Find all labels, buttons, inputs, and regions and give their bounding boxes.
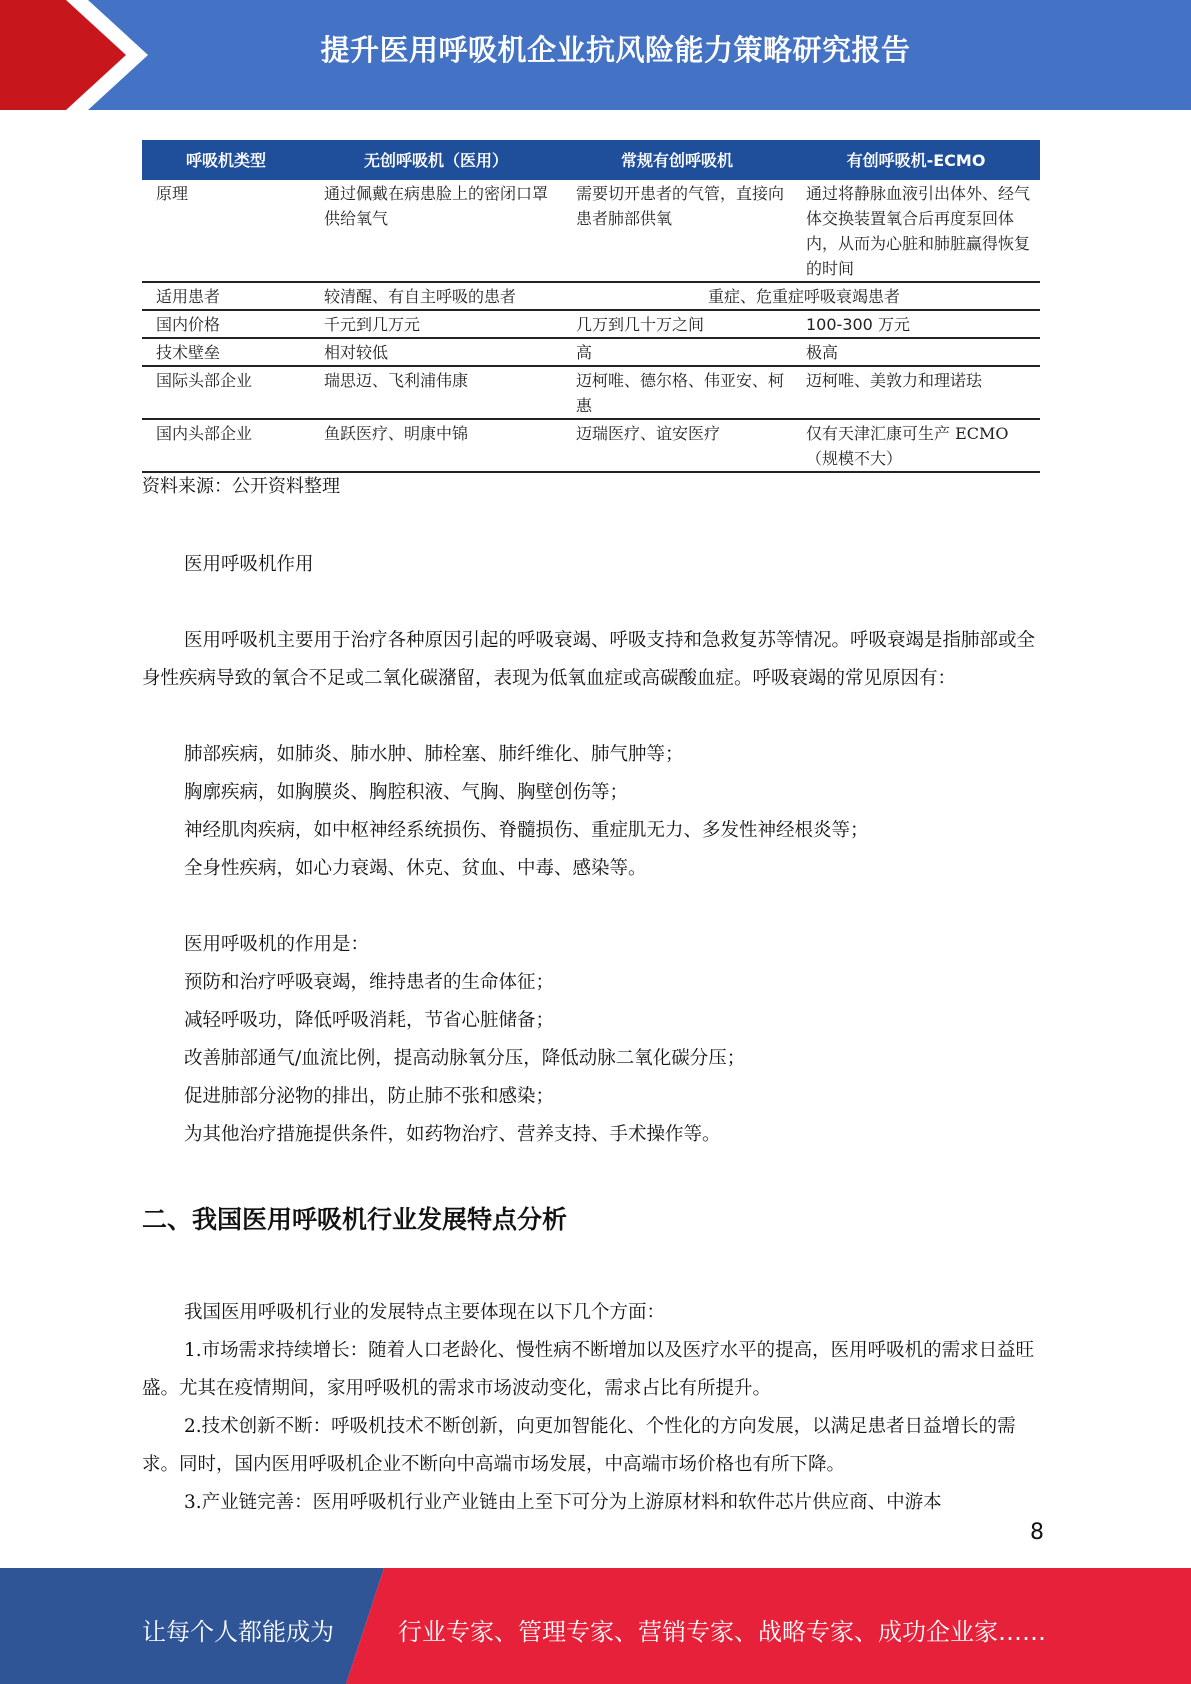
- table-cell: 100-300 万元: [792, 310, 1040, 338]
- list-item: 神经肌肉疾病，如中枢神经系统损伤、脊髓损伤、重症肌无力、多发性神经根炎等；: [184, 820, 869, 841]
- table-cell: 适用患者: [142, 282, 310, 310]
- point-paragraph: 1.市场需求持续增长：随着人口老龄化、慢性病不断增加以及医疗水平的提高，医用呼吸机的需求日益旺盛。尤其在疫情期间，家用呼吸机的需求市场波动变化，需求占比有所提升。: [142, 1340, 1035, 1399]
- list-item: 预防和治疗呼吸衰竭，维持患者的生命体征；: [184, 972, 555, 993]
- list-item: 胸廓疾病，如胸膜炎、胸腔积液、气胸、胸壁创伤等；: [184, 782, 629, 803]
- list-item: 肺部疾病，如肺炎、肺水肿、肺栓塞、肺纤维化、肺气肿等；: [184, 744, 684, 765]
- table-cell: 迈柯唯、美敦力和理诺珐: [792, 366, 1040, 419]
- table-cell: 千元到几万元: [310, 310, 562, 338]
- list-item: 为其他治疗措施提供条件，如药物治疗、营养支持、手术操作等。: [184, 1124, 721, 1145]
- page-number: 8: [1030, 1520, 1044, 1545]
- point-paragraph: 2.技术创新不断：呼吸机技术不断创新，向更加智能化、个性化的方向发展，以满足患者日益增长的需求。同时，国内医用呼吸机企业不断向中高端市场发展，中高端市场价格也有所下降。: [142, 1416, 1016, 1475]
- table-cell: 通过佩戴在病患脸上的密闭口罩供给氧气: [310, 180, 562, 282]
- intro-paragraph: 医用呼吸机主要用于治疗各种原因引起的呼吸衰竭、呼吸支持和急救复苏等情况。呼吸衰竭是指肺部或全身性疾病导致的氧合不足或二氧化碳潴留，表现为低氧血症或高碳酸血症。呼吸衰竭的常见原因有：: [142, 630, 1036, 689]
- table-cell: 技术壁垒: [142, 338, 310, 366]
- table-header-cell: 呼吸机类型: [142, 140, 310, 180]
- subheading: 医用呼吸机作用: [184, 554, 314, 575]
- footer-slogan-left: 让每个人都能成为: [142, 1618, 334, 1646]
- table-cell: 仅有天津汇康可生产 ECMO（规模不大）: [792, 419, 1040, 472]
- table-cell: 国内价格: [142, 310, 310, 338]
- table-source-note: 资料来源：公开资料整理: [142, 476, 340, 497]
- table-cell: 鱼跃医疗、明康中锦: [310, 419, 562, 472]
- table-row: [142, 310, 1040, 338]
- table-cell: 极高: [792, 338, 1040, 366]
- table-cell: 迈瑞医疗、谊安医疗: [562, 419, 792, 472]
- header-title: 提升医用呼吸机企业抗风险能力策略研究报告: [320, 33, 911, 67]
- table-cell: 瑞思迈、飞利浦伟康: [310, 366, 562, 419]
- table-cell: 高: [562, 338, 792, 366]
- table-cell: 通过将静脉血液引出体外、经气体交换装置氧合后再度泵回体内，从而为心脏和肺脏赢得恢复的时间: [792, 180, 1040, 282]
- list-item: 全身性疾病，如心力衰竭、休克、贫血、中毒、感染等。: [184, 858, 647, 879]
- list-item: 减轻呼吸功，降低呼吸消耗，节省心脏储备；: [184, 1010, 555, 1031]
- table-header-cell: 无创呼吸机（医用）: [310, 140, 562, 180]
- table-header-cell: 有创呼吸机-ECMO: [792, 140, 1040, 180]
- list-item: 促进肺部分泌物的排出，防止肺不张和感染；: [184, 1086, 555, 1107]
- table-cell: 几万到几十万之间: [562, 310, 792, 338]
- table-cell: 国际头部企业: [142, 366, 310, 419]
- table-cell: 相对较低: [310, 338, 562, 366]
- footer-slogan-right: 行业专家、管理专家、营销专家、战略专家、成功企业家……: [398, 1618, 1046, 1646]
- table-cell: 迈柯唯、德尔格、伟亚安、柯惠: [562, 366, 792, 419]
- table-cell: 较清醒、有自主呼吸的患者: [310, 282, 562, 310]
- table-cell: 国内头部企业: [142, 419, 310, 472]
- table-cell: 原理: [142, 180, 310, 282]
- page-header: [0, 0, 1191, 110]
- ventilator-comparison-table: [142, 140, 1040, 473]
- table-row: [142, 366, 1040, 419]
- functions-title: 医用呼吸机的作用是：: [184, 934, 370, 955]
- section-heading: 二、我国医用呼吸机行业发展特点分析: [142, 1205, 568, 1234]
- table-row: [142, 338, 1040, 366]
- table-row: [142, 282, 1040, 310]
- table-row: [142, 419, 1040, 472]
- list-item: 改善肺部通气/血流比例，提高动脉氧分压，降低动脉二氧化碳分压；: [184, 1048, 746, 1069]
- table-cell: 重症、危重症呼吸衰竭患者: [562, 282, 1040, 310]
- table-row: [142, 180, 1040, 282]
- section-intro: 我国医用呼吸机行业的发展特点主要体现在以下几个方面：: [184, 1302, 666, 1323]
- table-cell: 需要切开患者的气管，直接向患者肺部供氧: [562, 180, 792, 282]
- point-paragraph: 3.产业链完善：医用呼吸机行业产业链由上至下可分为上游原材料和软件芯片供应商、中游本: [184, 1492, 942, 1513]
- table-header-cell: 常规有创呼吸机: [562, 140, 792, 180]
- table-header-row: [142, 140, 1040, 180]
